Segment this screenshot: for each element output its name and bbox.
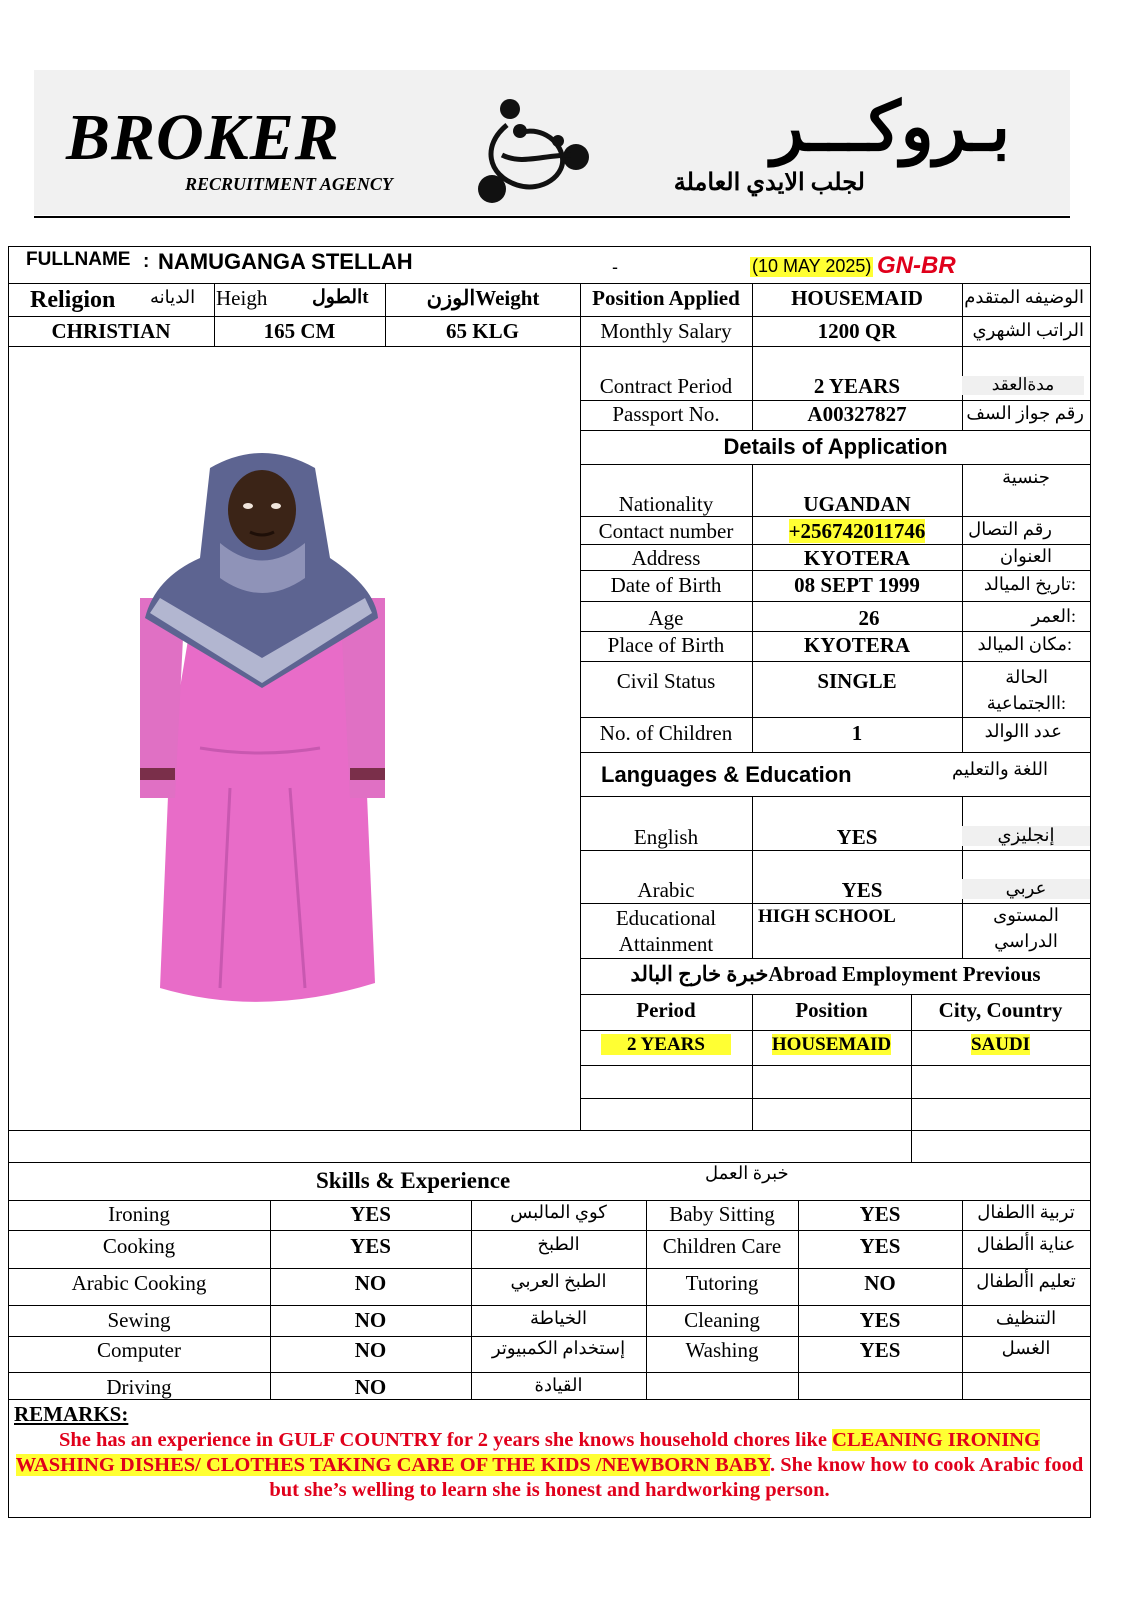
age-label: Age — [648, 606, 684, 630]
title-dash: - — [612, 257, 618, 277]
skill-value: NO — [354, 1308, 387, 1332]
position-applied-ar: الوضيفه المتقدم — [964, 287, 1084, 307]
languages-heading: Languages & Education — [601, 762, 852, 787]
height-label: Heigh — [216, 286, 268, 310]
place-of-birth-ar: مكان الميالد: — [977, 634, 1072, 654]
passport-number-ar: رقم جواز السف — [966, 403, 1084, 423]
date-of-birth-value: 08 SEPT 1999 — [794, 573, 920, 597]
skill-label: Driving — [106, 1375, 172, 1399]
agency-tagline-ar: لجلب الايدي العاملة — [673, 170, 865, 196]
date-of-birth-ar: تاريخ الميالد: — [983, 574, 1076, 594]
employment-col-period: Period — [636, 998, 696, 1022]
nationality-label: Nationality — [618, 492, 714, 516]
agency-name-ar: بـروكـــر — [771, 89, 1010, 165]
passport-number-label: Passport No. — [612, 402, 720, 426]
employment-period: 2 YEARS — [601, 1034, 731, 1055]
weight-value: 65 KLG — [446, 319, 519, 343]
monthly-salary-value: 1200 QR — [817, 319, 897, 343]
civil-status-ar: الحالة — [1005, 667, 1048, 687]
skill-value: YES — [859, 1338, 901, 1362]
skill-value: YES — [859, 1202, 901, 1226]
nationality-ar: جنسية — [1002, 467, 1050, 487]
skills-heading: Skills & Experience — [316, 1168, 511, 1193]
employment-col-position: Position — [795, 998, 868, 1022]
children-count-value: 1 — [851, 721, 863, 745]
fullname-label: FULLNAME — [26, 249, 131, 270]
nationality-value: UGANDAN — [803, 492, 911, 516]
remarks-highlight-1: CLEANING IRONING — [832, 1429, 1041, 1451]
skill-label-ar: تعليم األطفال — [976, 1271, 1076, 1291]
employment-position-cell — [752, 1035, 911, 1056]
employment-period-cell — [580, 1035, 752, 1056]
skill-label: Cooking — [102, 1234, 176, 1258]
skill-label-ar: القيادة — [534, 1375, 583, 1395]
applicant-photo — [140, 448, 385, 1018]
remarks-part-1: She has an experience in GULF COUNTRY for 2 years she knows household chores like — [58, 1429, 833, 1451]
agency-logo-icon — [472, 95, 602, 213]
skill-value: YES — [350, 1202, 391, 1226]
arabic-value: YES — [841, 878, 883, 902]
skill-label-ar: الغسل — [1001, 1338, 1051, 1358]
skill-value: NO — [864, 1271, 896, 1295]
skill-label: Washing — [685, 1338, 759, 1362]
remarks-highlight-2: WASHING DISHES/ CLOTHES TAKING CARE OF THE KIDS /NEWBORN BABY — [15, 1454, 771, 1476]
agency-name-en: BROKER — [66, 101, 340, 174]
monthly-salary-ar: الراتب الشهري — [972, 320, 1084, 340]
employment-city-cell — [911, 1035, 1090, 1056]
children-count-label: No. of Children — [599, 721, 733, 745]
employment-city: SAUDI — [970, 1034, 1031, 1055]
education-ar-2: الدراسي — [994, 931, 1058, 951]
education-value: HIGH SCHOOL — [758, 906, 896, 927]
contact-number-label: Contact number — [598, 519, 734, 543]
details-heading: Details of Application — [723, 434, 948, 459]
english-value: YES — [836, 825, 878, 849]
english-ar: إنجليزي — [962, 826, 1090, 846]
monthly-salary-label: Monthly Salary — [600, 319, 732, 343]
position-applied-value: HOUSEMAID — [791, 286, 923, 310]
letterhead-rule — [34, 216, 1070, 218]
remarks-part-2: . She know how to cook Arabic food but she’s welling to learn she is honest and hardworking person. — [269, 1454, 1084, 1501]
address-label: Address — [631, 546, 701, 570]
skill-label: Cleaning — [684, 1308, 760, 1332]
age-ar: العمر: — [1031, 606, 1076, 626]
skill-label-ar: التنظيف — [995, 1308, 1057, 1328]
religion-label: Religion — [30, 287, 116, 313]
arabic-ar: عربي — [962, 879, 1090, 899]
position-applied-label: Position Applied — [592, 286, 740, 310]
remarks-label: REMARKS: — [14, 1402, 129, 1426]
skill-label: Computer — [97, 1338, 181, 1362]
skill-value: YES — [350, 1234, 391, 1258]
skill-value: NO — [354, 1375, 387, 1399]
employment-position: HOUSEMAID — [771, 1034, 892, 1055]
education-label-2: Attainment — [618, 932, 714, 956]
place-of-birth-label: Place of Birth — [607, 633, 725, 657]
skill-label: Ironing — [108, 1202, 170, 1226]
education-label: Educational — [615, 906, 717, 930]
contact-number-value: +256742011746 — [788, 519, 926, 543]
skill-value: NO — [354, 1271, 387, 1295]
skill-label-ar: الطبخ العربي — [510, 1271, 607, 1291]
fullname-separator: : — [143, 251, 150, 272]
skill-value: YES — [859, 1308, 901, 1332]
contract-period-ar: مدةالعقد — [962, 376, 1084, 395]
education-ar: المستوى — [993, 905, 1059, 925]
skill-label: Children Care — [662, 1234, 782, 1258]
place-of-birth-value: KYOTERA — [803, 633, 911, 657]
employment-col-city: City, Country — [938, 998, 1063, 1022]
skills-heading-ar: خبرة العمل — [705, 1163, 789, 1183]
application-date: (10 MAY 2025) — [752, 256, 872, 276]
civil-status-value: SINGLE — [817, 669, 897, 693]
skill-label: Sewing — [107, 1308, 171, 1332]
weight-label: الوزنWeight — [426, 286, 540, 310]
height-value: 165 CM — [263, 319, 336, 343]
remarks-text — [10, 1428, 1089, 1503]
skill-value: NO — [354, 1338, 387, 1362]
skill-label-ar: الخياطة — [530, 1308, 587, 1328]
agency-tagline-en: RECRUITMENT AGENCY — [185, 174, 393, 194]
children-count-ar: عدد االوالد — [984, 721, 1062, 741]
skill-label-ar: الطبخ — [537, 1234, 580, 1254]
passport-number-value: A00327827 — [807, 402, 907, 426]
reference-code: GN-BR — [877, 252, 956, 279]
skill-label: Tutoring — [685, 1271, 759, 1295]
fullname-value: NAMUGANGA STELLAH — [158, 249, 413, 274]
date-of-birth-label: Date of Birth — [610, 573, 722, 597]
contact-number-cell — [752, 520, 962, 543]
contact-number-ar: رقم التصال — [968, 519, 1052, 539]
religion-label-ar: الديانه — [150, 287, 196, 307]
religion-value: CHRISTIAN — [51, 319, 171, 343]
employment-heading: خبرة خارج البالدAbroad Employment Previous — [630, 962, 1041, 986]
address-value: KYOTERA — [803, 546, 911, 570]
languages-heading-ar: اللغة والتعليم — [952, 759, 1048, 779]
age-value: 26 — [858, 606, 880, 630]
contract-period-label: Contract Period — [599, 374, 733, 398]
skill-label-ar: إستخدام الكمبيوتر — [491, 1338, 626, 1358]
skill-label-ar: تربية االطفال — [977, 1202, 1075, 1222]
contract-period-value: 2 YEARS — [813, 374, 901, 398]
civil-status-label: Civil Status — [616, 669, 716, 693]
english-label: English — [633, 825, 699, 849]
height-label-ar: الطولt — [312, 287, 369, 308]
arabic-label: Arabic — [637, 878, 695, 902]
address-ar: العنوان — [999, 546, 1052, 566]
civil-status-ar-2: االجتماعية: — [986, 693, 1066, 713]
skill-label-ar: كوي المالبس — [510, 1202, 607, 1222]
skill-label: Arabic Cooking — [71, 1271, 207, 1295]
skill-label-ar: عناية األطفال — [976, 1234, 1076, 1254]
skill-value: YES — [859, 1234, 901, 1258]
skill-label: Baby Sitting — [669, 1202, 775, 1226]
